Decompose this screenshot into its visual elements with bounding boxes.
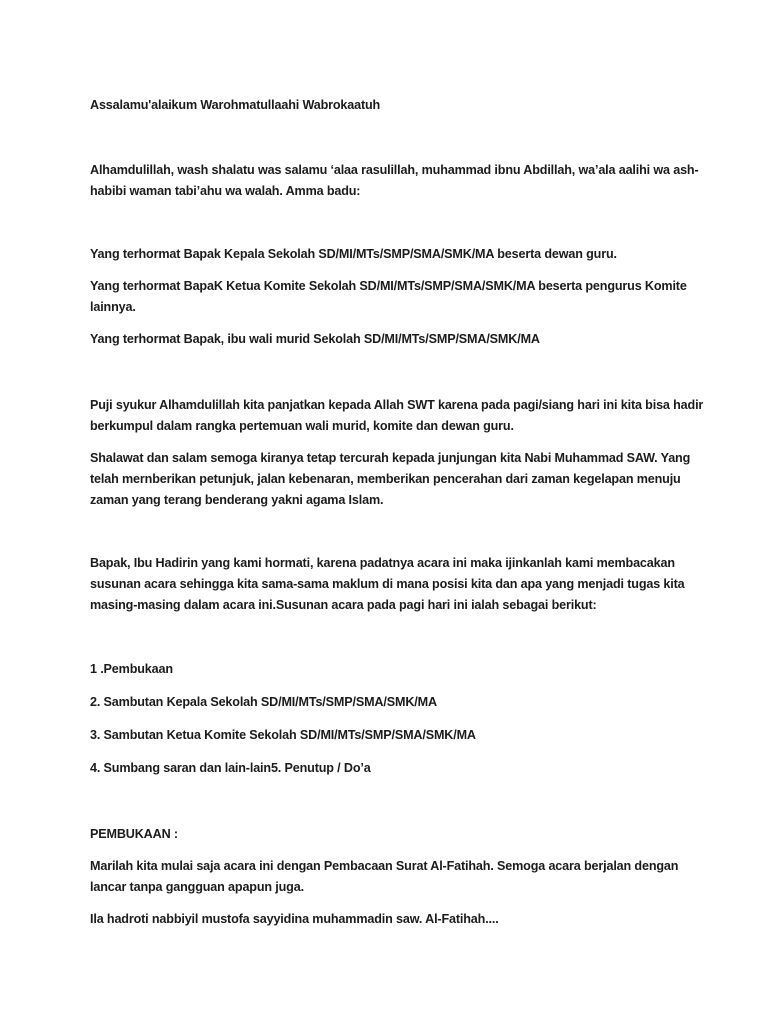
section-heading: PEMBUKAAN : — [90, 827, 178, 841]
salutation-3 — [90, 329, 680, 350]
salutation-2-line-1: Yang terhormat BapaK Ketua Komite Sekolah SD/MI/MTs/SMP/SMA/SMK/MA beserta pengurus Komite — [90, 279, 687, 293]
section-1-line-2: lancar tanpa gangguan apapun juga. — [90, 880, 304, 894]
agenda-intro-line-3: masing-masing dalam acara ini.Susunan acara pada pagi hari ini ialah sebagai berikut: — [90, 598, 597, 612]
salutation-2 — [90, 276, 687, 318]
section-paragraph-1 — [90, 856, 680, 898]
section-1-line-1: Marilah kita mulai saja acara ini dengan Pembacaan Surat Al-Fatihah. Semoga acara berjalan dengan — [90, 859, 679, 873]
gratitude-2-line-2: telah mernberikan petunjuk, jalan kebenaran, memberikan pencerahan dari zaman kegelapan menuju — [90, 472, 681, 486]
opening-paragraph — [90, 160, 699, 202]
agenda-item-4: 4. Sumbang saran dan lain-lain5. Penutup / Do’a — [90, 761, 371, 775]
salutation-1 — [90, 244, 680, 265]
agenda-item-3: 3. Sambutan Ketua Komite Sekolah SD/MI/MTs/SMP/SMA/SMK/MA — [90, 728, 476, 742]
agenda-item-1: 1 .Pembukaan — [90, 662, 173, 676]
gratitude-1-line-1: Puji syukur Alhamdulillah kita panjatkan kepada Allah SWT karena pada pagi/siang hari ini kita bisa hadir — [90, 398, 704, 412]
section-paragraph-2 — [90, 909, 680, 930]
gratitude-paragraph-1 — [90, 395, 704, 437]
gratitude-paragraph-2 — [90, 448, 691, 511]
agenda-intro-line-1: Bapak, Ibu Hadirin yang kami hormati, karena padatnya acara ini maka ijinkanlah kami membacakan — [90, 556, 675, 570]
section-2-line-1: Ila hadroti nabbiyil mustofa sayyidina muhammadin saw. Al-Fatihah.... — [90, 912, 499, 926]
gratitude-2-line-1: Shalawat dan salam semoga kiranya tetap tercurah kepada junjungan kita Nabi Muhammad SAW. Yang — [90, 451, 691, 465]
opening-line-1: Alhamdulillah, wash shalatu was salamu ‘alaa rasulillah, muhammad ibnu Abdillah, wa’ala aalihi wa ash- — [90, 163, 699, 177]
gratitude-1-line-2: berkumpul dalam rangka pertemuan wali murid, komite dan dewan guru. — [90, 419, 514, 433]
salutation-3-line-1: Yang terhormat Bapak, ibu wali murid Sekolah SD/MI/MTs/SMP/SMA/SMK/MA — [90, 332, 540, 346]
opening-line-2: habibi waman tabi’ahu wa walah. Amma badu: — [90, 184, 361, 198]
agenda-item-2: 2. Sambutan Kepala Sekolah SD/MI/MTs/SMP/SMA/SMK/MA — [90, 695, 437, 709]
salutation-2-line-2: lainnya. — [90, 300, 136, 314]
salutation-1-line-1: Yang terhormat Bapak Kepala Sekolah SD/MI/MTs/SMP/SMA/SMK/MA beserta dewan guru. — [90, 247, 617, 261]
agenda-intro-line-2: susunan acara sehingga kita sama-sama maklum di mana posisi kita dan apa yang menjadi tugas kita — [90, 577, 685, 591]
gratitude-2-line-3: zaman yang terang benderang yakni agama Islam. — [90, 493, 384, 507]
agenda-intro-paragraph — [90, 553, 685, 616]
greeting-text: Assalamu'alaikum Warohmatullaahi Wabrokaatuh — [90, 98, 381, 112]
